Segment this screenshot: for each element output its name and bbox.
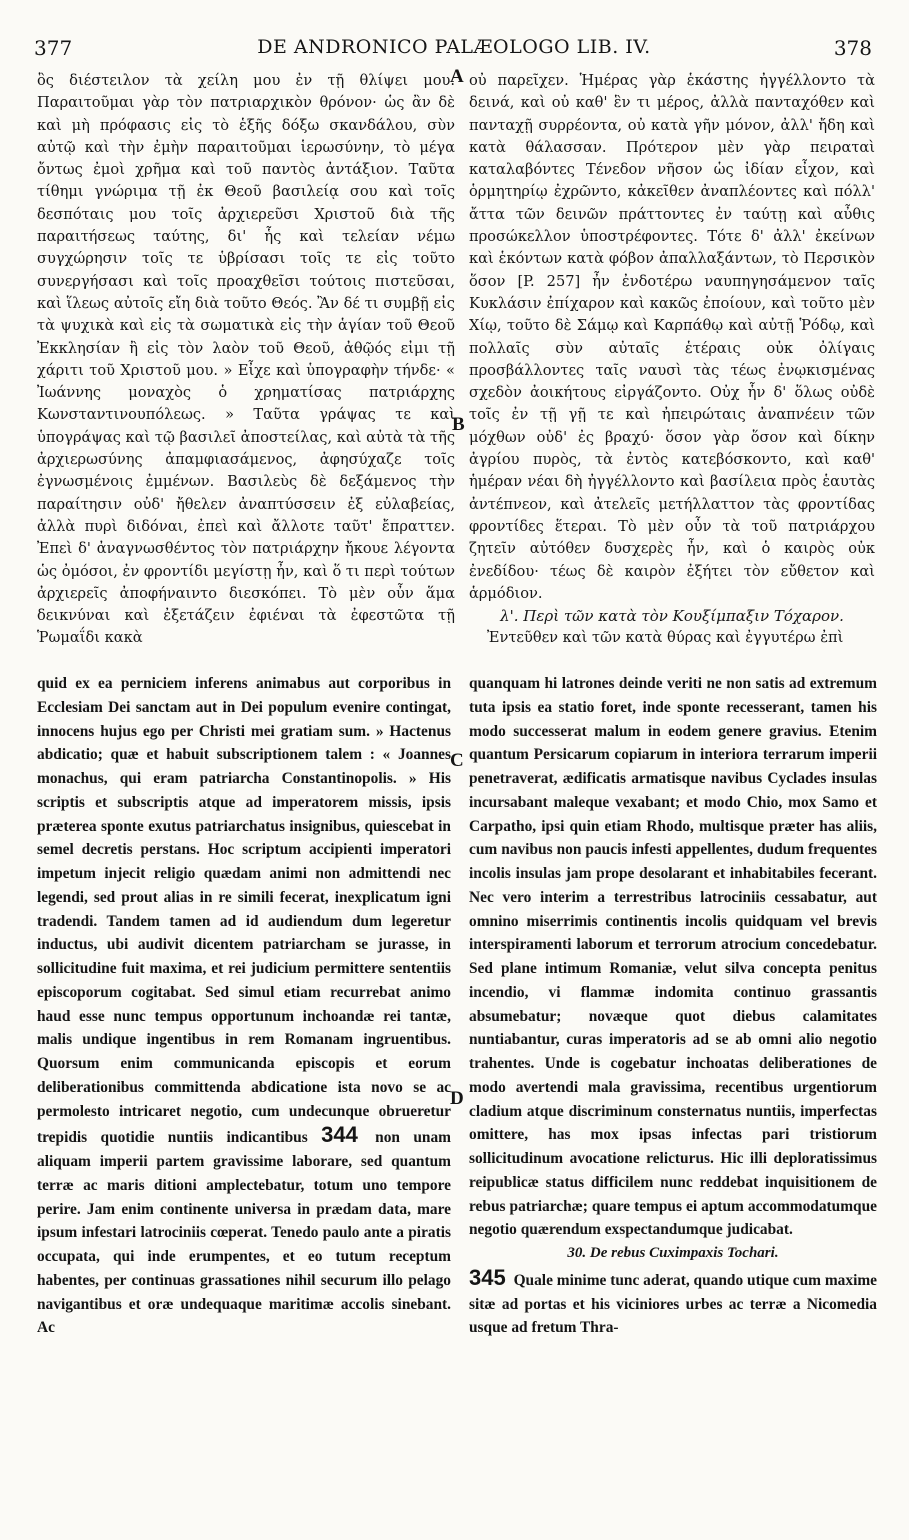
running-title: DE ANDRONICO PALÆOLOGO LIB. IV. xyxy=(257,36,651,58)
page-number-right: 378 xyxy=(833,36,872,60)
latin-paragraph-left xyxy=(37,672,451,1340)
latin-text-left-part1: quid ex ea perniciem inferens animabus aut corporibus in Ecclesiam Dei sanctam aut in Dei populum evenire contingat, innocens hujus ego per Christi mei gratiam sum. » Hactenus abdicatio; quæ et habuit subscriptionem talem : « Joannes monachus, qui eram patriarcha Constantinopolis. » His scriptis et subscriptis atque ad imperatorem missis, ipsis præterea sponte exutus patriarchatus insignibus, quiescebat in semel decretis perstans. Hoc scriptum accipienti imperatori impetum injecit religio quædam animi non admittendi nec legendi, sed prout alias in re simili fecerat, inexplicatum igni tradendi. Tandem tamen ad id audiendum dum legeretur inductus, ubi audivit dicentem patriarcham se jurasse, in sollicitudine fuit maxima, et rei judicium permittere sententiis episcoporum cogitabat. Sed simul etiam recurrebat animo haud esse nunc tempus opportunum inchoandæ rei tantæ, malis undique ingentibus in rem Romanam ingruentibus. Quorsum enim communicanda episcopis et eorum deliberationibus committenda abdicatione ista novo se ac permolesto intricaret negotio, cum undecunque obrueretur trepidis quotidie nuntiis indicantibus xyxy=(37,675,451,1147)
latin-text-right-column xyxy=(469,672,877,1340)
greek-text-right-column xyxy=(469,70,875,650)
margin-marker-b: B xyxy=(452,414,465,435)
margin-marker-c: C xyxy=(450,750,464,771)
greek-paragraph-after-heading: Ἐντεῦθεν καὶ τῶν κατὰ θύρας καὶ ἐγγυτέρω ἐπὶ xyxy=(487,629,844,647)
latin-text-left-column xyxy=(37,672,451,1340)
greek-paragraph-left: ὃς διέστειλον τὰ χείλη μου ἐν τῇ θλίψει μου. Παραιτοῦμαι γὰρ τὸν πατριαρχικὸν θρόνον· ὡς ἂν δὲ καὶ μὴ πρόφασις εἰς τὸ ἑξῆς δόξω σκανδάλου, σὺν αὐτῷ καὶ τὴν ἐμὴν παραιτοῦμαι ἱερωσύνην, τὸ μέγα ὄντως ἐμοὶ χρῆμα καὶ τοῦ παντὸς ἀντάξιον. Ταῦτα τίθημι γνώριμα τῇ ἐκ Θεοῦ βασιλείᾳ σου καὶ τοῖς δεσπόταις μου τοῖς ἀρχιερεῦσι Χριστοῦ διὰ τῆς παραιτήσεως ταύτης, δι' ἧς καὶ τελείαν νέμω συγχώρησιν τοῖς τε ὑβρίσασι τοῖς τε εἰς τοῦτο συνεργήσασι καὶ τοῖς προαχθεῖσι τούτοις πιστεῦσαι, καὶ ἵλεως αὐτοῖς εἴη διὰ τοῦτο Θεός. Ἂν δέ τι συμβῇ εἰς τὰ ψυχικὰ καὶ εἰς τὰ σωματικὰ εἰς τὴν ἁγίαν τοῦ Θεοῦ Ἐκκλησίαν ἢ εἰς τὸν λαὸν τοῦ Θεοῦ, ἀθῷός εἰμι τῇ χάριτι τοῦ Χριστοῦ μου. » Εἶχε καὶ ὑπογραφὴν τήνδε· « Ἰωάννης μοναχὸς ὁ χρηματίσας πατριάρχης Κωνσταντινουπόλεως. » Ταῦτα γράψας τε καὶ ὑπογράψας καὶ τῷ βασιλεῖ ἀποστείλας, καὶ αὐτὰ τὰ τῆς ἀρχιερωσύνης ἀπαμφιασάμενος, ἀφησύχαζε τοῖς ἐγνωσμένοις ἐμμένων. Βασιλεὺς δὲ δεξάμενος τὴν παραίτησιν οὐδ' ἤθελεν ἀναπτύσσειν ἐξ εὐλαβείας, ἀλλὰ πυρὶ διδόναι, ἐπεὶ καὶ ἄλλοτε ταῦτ' ἔπραττεν. Ἐπεὶ δ' ἀναγνωσθέντος τὸν πατριάρχην ἤκουε λέγοντα ὡς ὀμόσοι, ἐν φροντίδι μεγίστῃ ἦν, καὶ ὅ τι περὶ τούτων ἀρχιερεῖς ἀποφήναιντο διεσκόπει. Τὸ μὲν οὖν ἅμα δεικνύναι καὶ ἐξετάζειν ἐφιέναι τὰ ἐφεστῶτα τῇ Ῥωμαΐδι κακὰ xyxy=(37,72,455,647)
latin-text-after-heading: Quale minime tunc aderat, quando utique cum maxime sitæ ad portas et his viciniores urbes ac terræ a Nicomedia usque ad fretum Thra- xyxy=(469,1271,877,1337)
margin-marker-d: D xyxy=(450,1088,464,1109)
marginal-number-345: 345 xyxy=(469,1264,506,1290)
latin-section-heading: 30. De rebus Cuximpaxis Tochari. xyxy=(567,1245,779,1261)
margin-marker-a: A xyxy=(450,66,464,87)
marginal-number-344: 344 xyxy=(321,1122,358,1148)
greek-section-heading: λ'. Περὶ τῶν κατὰ τὸν Κουξίμπαξιν Τόχαρον. xyxy=(500,607,844,626)
latin-paragraph-after-heading xyxy=(469,1266,877,1340)
latin-paragraph-right: quanquam hi latrones deinde veriti ne non satis ad extremum tuta ipsis ea statio foret, inde sponte recesserant, tamen his modo successerat malum in eodem genere gravius. Etenim quantum Persicarum copiarum in interiora terrarum imperii penetraverat, ædificatis armatisque navibus Cyclades insulas incursabant maleque vexabant; et modo Chio, mox Samo et Carpatho, ipsi quin etiam Rhodo, multisque præter has aliis, cum navibus non paucis infesti appellentes, dudum frequentes incolis insulas jam prope desolarant et inhabitabiles fecerant. Nec vero interim a terrestribus latrociniis cessabatur, aut omnino miserrimis continentis incolis quidquam vel brevis interspiramenti laborum et terrorum atrocium concedebatur. Sed plane intimum Romaniæ, velut silva concepta penitus incendio, vi flammæ indomita continuo grassantis absumebatur; novæque quot diebus calamitates nuntiabantur, curas imperatoris ad se ab omni alio negotio trahentes. Unde is cogebatur inchoatas deliberationes de modo avertendi mala gravissima, recentibus urgentiorum cladium atque discriminum consternatus nuntiis, imperfectas omittere, has mox ipsas infectas pari tristiorum sollicitudinum avocatione relicturus. Hic illi deploratissimus reipublicæ status difficilem nunc reddebat inquisitionem de rebus patriarchæ; quare tempus ei aptum accommodatumque negotio quærendum exspectandumque judicabat. xyxy=(469,675,877,1239)
greek-text-left-column xyxy=(37,70,455,650)
greek-paragraph-right: οὐ παρεῖχεν. Ἡμέρας γὰρ ἑκάστης ἠγγέλλοντο τὰ δεινά, καὶ οὐ καθ' ἓν τι μέρος, ἀλλὰ πανταχόθεν καὶ πανταχῇ συρρέοντα, οὐ κατὰ γῆν μόνον, ἀλλ' ἤδη καὶ κατὰ θάλασσαν. Πρότερον μὲν γὰρ πειραταὶ καταλαβόντες Τένεδον νῆσον ὡς ἰδίαν εἶχον, καὶ ὁρμητηρίῳ ἐχρῶντο, κἀκεῖθεν ἀναπλέοντες καὶ πόλλ' ἄττα τῶν δεινῶν πράττοντες ἐν ταύτῃ καὶ αὖθις προσώκελλον ὑποστρέφοντες. Τότε δ' ἀλλ' ἐκείνων καὶ ἑκόντων κατὰ φόβον ἀπαλλαξάντων, τὸ Περσικὸν ὅσον [P. 257] ἦν ἐνδοτέρω ναυπηγησάμενον ταῖς Κυκλάσιν ἐπίχαρον καὶ κακῶς ἐποίουν, καὶ τοῦτο μὲν Χίῳ, τοῦτο δὲ Σάμῳ καὶ Καρπάθῳ καὶ αὐτῇ Ῥόδῳ, καὶ πολλαῖς σὺν αὐταῖς ἑτέραις οὐκ ὀλίγαις προσβάλλοντες ταῖς ναυσὶ τὰς τέως ἐνῳκισμένας σχεδὸν ἀοικήτους εἰργάζοντο. Οὐχ ἧν δ' ὅλως οὐδὲ τοῖς ἐν τῇ γῇ τε καὶ ἠπειρώταις ἀναπνέειν τῶν μόχθων οὐδ' ἐς βραχύ· ὅσον γὰρ ὅσον καὶ δίκην ἀγρίου πυρὸς, τὰ ἐντὸς κατεβόσκοντο, καὶ καθ' ἡμέραν νέαι δὴ ἠγγέλλοντο καὶ βασίλεια πρὸς ἑαυτὰς ἀντέπνεον, καὶ ἀτελεῖς μετήλλαττον τὰς φροντίδας φροντίδες ἕτεραι. Τὸ μὲν οὖν τὰ τοῦ πατριάρχου ζητεῖν αὐτόθεν δυσχερὲς ἦν, καὶ ὁ καιρὸς οὐκ ἐνεδίδου· τέως δὲ καιρὸν ἐξήτει τὸν εὔθετον καὶ ἁρμόδιον. xyxy=(469,72,875,602)
page-number-left: 377 xyxy=(34,36,73,60)
latin-text-left-part2: non unam aliquam imperii partem gravissime laborare, sed quantum terræ ac maris ditioni amplectebatur, totum uno tempore perire. Jam enim continente universa in prædam data, mare ipsum infestari latrociniis cœperat. Tenedo paulo ante a piratis occupata, qui inde erumpentes, et eo tutum receptum habentes, per continuas grassationes nihil securum illo pelago navigantibus et oræ undequaque maritimæ accolis sinebant. Ac xyxy=(37,1129,451,1337)
running-header xyxy=(28,36,880,64)
